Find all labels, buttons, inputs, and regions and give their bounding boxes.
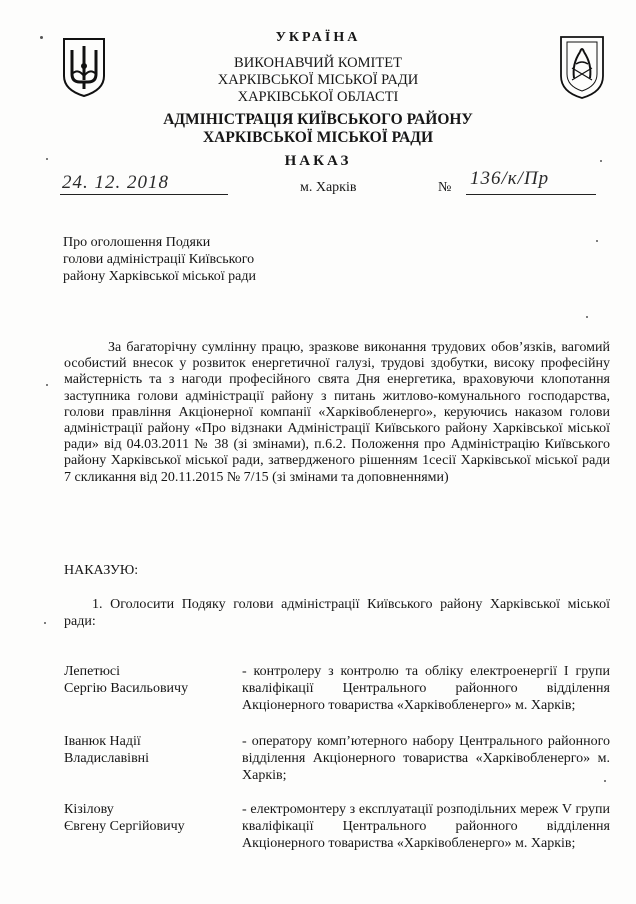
scan-speck [586, 316, 588, 318]
person-name-line: Сергію Васильовичу [64, 681, 189, 696]
handwritten-number: 136/к/Пр [470, 168, 550, 189]
subject-line: голови адміністрації Київського [63, 252, 255, 267]
person-name [64, 663, 244, 697]
executive-committee-block [0, 55, 636, 106]
scan-speck [46, 384, 48, 386]
admin-line: ХАРКІВСЬКОЇ МІСЬКОЇ РАДИ [202, 129, 434, 146]
preamble-text: За багаторічну сумлінну працю, зразкове виконання трудових обов’язків, вагомий особистий внесок у розвиток енергетичної галузі, трудові здобутки, високу професійну майстерність та з нагоди професійного свята Дня енергетика, враховуючи клопотання заступника голови адміністрації району з питань житлово-комунального господарства, голови правління Акціонерної компанії «Харківобленерго», керуючись наказом голови адміністрації району «Про відзнаки Адміністрації Київського району Харківської міської ради» від 04.03.2011 № 38 (зі змінами), п.6.2. Положення про Адміністрацію Київського району Харківської міської ради, затвердженого рішенням 1сесії Харківської міської ради 7 скликання від 20.11.2015 № 7/15 (зі змінами та доповненнями) [64, 340, 610, 485]
scan-speck [604, 780, 606, 782]
subject-line: району Харківської міської ради [63, 269, 256, 284]
preamble-paragraph [64, 340, 610, 486]
order-item-1 [64, 597, 610, 630]
person-name-line: Євгену Сергійовичу [64, 819, 185, 834]
person-name-line: Іванюк Надії [64, 734, 141, 749]
order-item-1-text: 1. Оголосити Подяку голови адміністрації Київського району Харківської міської ради: [64, 597, 610, 629]
person-name [64, 733, 244, 767]
country-title: УКРАЇНА [275, 30, 361, 45]
scan-speck [600, 160, 602, 162]
handwritten-date: 24. 12. 2018 [62, 172, 169, 193]
number-sign: № [438, 180, 452, 195]
number-underline [466, 194, 596, 195]
person-description: - електромонтеру з експлуатації розподільних мереж V групи кваліфікації Центрального районного відділення Акціонерного товариства «Харківобленерго» м. Харків; [242, 802, 610, 851]
person-description: - контролеру з контролю та обліку електроенергії І групи кваліфікації Центрального районного відділення Акціонерного товариства «Харківобленерго» м. Харків; [242, 664, 610, 713]
person-name-line: Кізілову [64, 802, 114, 817]
org-line: ХАРКІВСЬКОЇ МІСЬКОЇ РАДИ [217, 72, 419, 88]
document-type: НАКАЗ [284, 153, 352, 169]
person-name-line: Владиславівні [64, 751, 150, 766]
administration-block [0, 111, 636, 147]
person-name [64, 801, 244, 835]
admin-line: АДМІНІСТРАЦІЯ КИЇВСЬКОГО РАЙОНУ [163, 111, 473, 128]
scan-speck [46, 158, 48, 160]
org-line: ВИКОНАВЧИЙ КОМІТЕТ [234, 55, 402, 71]
person-description: - оператору комп’ютерного набору Центрального районного відділення Акціонерного товариства «Харківобленерго» м. Харків; [242, 734, 610, 783]
order-heading: НАКАЗУЮ: [64, 563, 139, 578]
subject-line: Про оголошення Подяки [63, 235, 211, 250]
subject-block [63, 234, 256, 285]
city-label: м. Харків [300, 180, 357, 195]
scan-speck [596, 240, 598, 242]
org-line: ХАРКІВСЬКОЇ ОБЛАСТІ [237, 89, 399, 105]
scan-speck [44, 622, 46, 624]
person-name-line: Лепетюсі [64, 664, 120, 679]
scan-speck [40, 36, 43, 39]
date-underline [60, 194, 228, 195]
